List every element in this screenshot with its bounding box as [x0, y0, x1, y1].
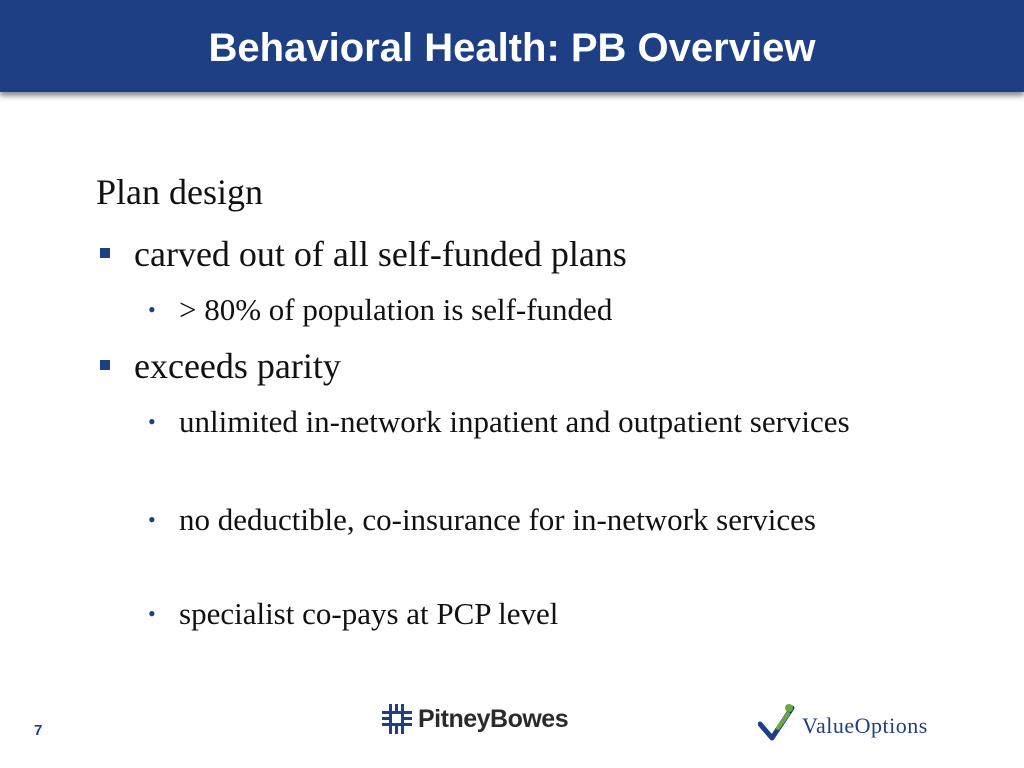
pitney-bowes-mark-icon [382, 704, 412, 734]
sub-bullet-text: no deductible, co-insurance for in-network services [179, 502, 816, 537]
dot-bullet-icon: • [148, 507, 156, 532]
pitney-bowes-wordmark: PitneyBowes [418, 705, 569, 733]
dot-bullet-icon: • [148, 409, 156, 434]
bullet-text: carved out of all self-funded plans [134, 234, 627, 274]
valueoptions-logo [758, 702, 998, 742]
dot-bullet-icon: • [148, 601, 156, 626]
checkmark-person-icon [758, 702, 798, 742]
dot-bullet-icon: • [148, 297, 156, 322]
slide-title: Behavioral Health: PB Overview [208, 26, 816, 70]
section-heading: Plan design [96, 172, 263, 212]
sub-bullet-text: specialist co-pays at PCP level [179, 596, 559, 631]
sub-bullet-item [148, 594, 908, 634]
sub-bullet-text: unlimited in-network inpatient and outpatient services [179, 404, 850, 439]
square-bullet-icon [100, 360, 110, 370]
sub-bullet-item [148, 402, 908, 442]
sub-bullet-item [148, 500, 908, 540]
sub-bullet-item [148, 290, 908, 330]
page-number: 7 [34, 722, 43, 739]
sub-bullet-text: > 80% of population is self-funded [179, 292, 613, 327]
square-bullet-icon [100, 248, 110, 258]
bullet-text: exceeds parity [134, 346, 341, 386]
valueoptions-wordmark: ValueOptions [802, 713, 928, 738]
